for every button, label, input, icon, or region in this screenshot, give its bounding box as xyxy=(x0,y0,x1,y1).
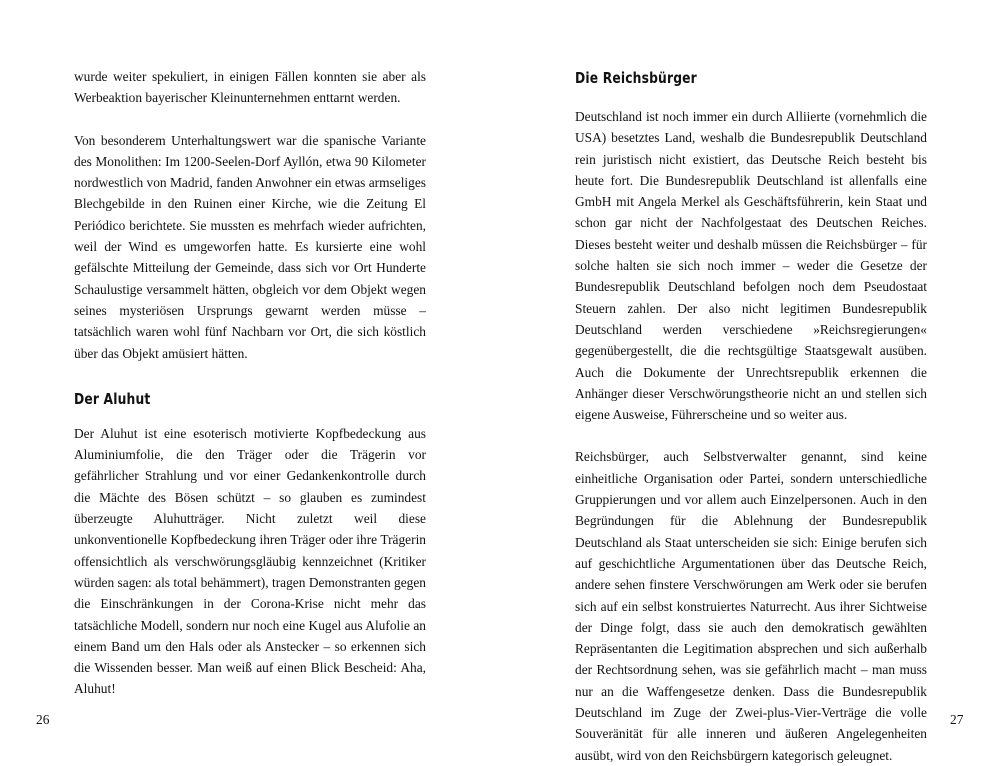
page-number-left: 26 xyxy=(36,712,50,727)
body-paragraph: Von besonderem Unterhaltungswert war die spanische Variante des Monolithen: Im 1200-Seelen-Dorf Ayllón, etwa 90 Kilometer nordwestlich von Madrid, fanden Anwohner ein etwas armseliges Blechgebilde in den Ruinen einer Kirche, wie die Zeitung El Periódico berichtete. Sie mussten es mehrfach wieder aufrichten, weil der Wind es umgeworfen hatte. Es kursierte eine wohl gefälschte Mitteilung der Gemeinde, dass sich vor Ort Hunderte Schaulustige versammelt hätten, obgleich vor dem Objekt wegen seines mysteriösen Ursprungs gewarnt werden müsse – tatsächlich waren wohl fünf Nachbarn vor Ort, die sich köstlich über das Objekt amüsiert hätten. xyxy=(74,132,426,361)
body-paragraph: Deutschland ist noch immer ein durch Alliierte (vornehmlich die USA) besetztes Land, weshalb die Bundesrepublik Deutschland rein juristisch nicht existiert, das Deutsche Reich besteht bis heute fort. Die Bundesrepublik Deutschland ist allenfalls eine GmbH mit Angela Merkel als Geschäftsführerin, kein Staat und schon gar nicht der Nachfolgestaat des Deutschen Reiches. Dieses besteht weiter und deshalb müssen die Reichsbürger – für solche halten sie sich noch immer – weder die Gesetze der Bundesrepublik Deutschland befolgen noch dem Pseudostaat Steuern zahlen. Der also nicht legitimen Bundesrepublik Deutschland werden verschiedene »Reichsregierungen« gegenübergestellt, die die rechtsgültige Staatsgewalt ausüben. Auch die Dokumente der Unrechtsrepublik erkennen die Anhänger dieser Verschwörungstheorie nicht an und stellen sich eigene Ausweise, Führerscheine und so weiter aus. xyxy=(575,109,927,423)
body-paragraph: wurde weiter spekuliert, in einigen Fällen konnten sie aber als Werbeaktion bayerischer Kleinunternehmen enttarnt werden. xyxy=(74,69,426,106)
page-number-right: 27 xyxy=(950,712,964,727)
section-heading: Die Reichsbürger xyxy=(575,69,697,87)
body-paragraph: Reichsbürger, auch Selbstverwalter genannt, sind keine einheitliche Organisation oder Partei, sondern unterschiedliche Gruppierungen und vor allem auch Einzelpersonen. Auch in den Begründungen für die Ablehnung der Bundesrepublik Deutschland als Staat unterscheiden sie sich: Einige berufen sich auf geschichtliche Argumentationen über das Deutsche Reich, andere sehen finstere Verschwörungen am Werk oder sie berufen sich auf ein selbst konstruiertes Naturrecht. Aus ihrer Sichtweise der Dinge folgt, dass sie auch den demokratisch gewählten Repräsentanten die Legitimation absprechen und sich außerhalb der Rechtsordnung sehen, was sie gefährlich macht – man muss nur an die Waffengesetze denken. Dass die Bundesrepublik Deutschland im Zuge der Zwei-plus-Vier-Verträge die volle Souveränität für alle inneren und äußeren Angelegenheiten ausübt, wird von den Reichsbürgern kategorisch geleugnet. xyxy=(575,449,927,763)
section-heading: Der Aluhut xyxy=(74,389,151,408)
left-page xyxy=(74,66,426,700)
right-page xyxy=(575,66,927,766)
body-paragraph: Der Aluhut ist eine esoterisch motivierte Kopfbedeckung aus Aluminiumfolie, die den Träger oder die Trägerin vor gefährlicher Strahlung und vor einer Gedankenkontrolle durch die Mächte des Bösen schützt – so glauben es zumindest überzeugte Aluhutträger. Nicht zuletzt weil diese unkonventionelle Kopfbedeckung ihren Träger oder ihre Trägerin offensichtlich als verschwörungsgläubig kennzeichnet (Kritiker würden sagen: als total behämmert), tragen Demonstranten gegen die Einschränkungen in der Corona-Krise nicht mehr das tatsächliche Modell, sondern nur noch eine Kugel aus Alufolie an einem Band um den Hals oder als Anstecker – so erkennen sich die Wissenden besser. Man weiß auf einen Blick Bescheid: Aha, Aluhut! xyxy=(74,425,426,697)
